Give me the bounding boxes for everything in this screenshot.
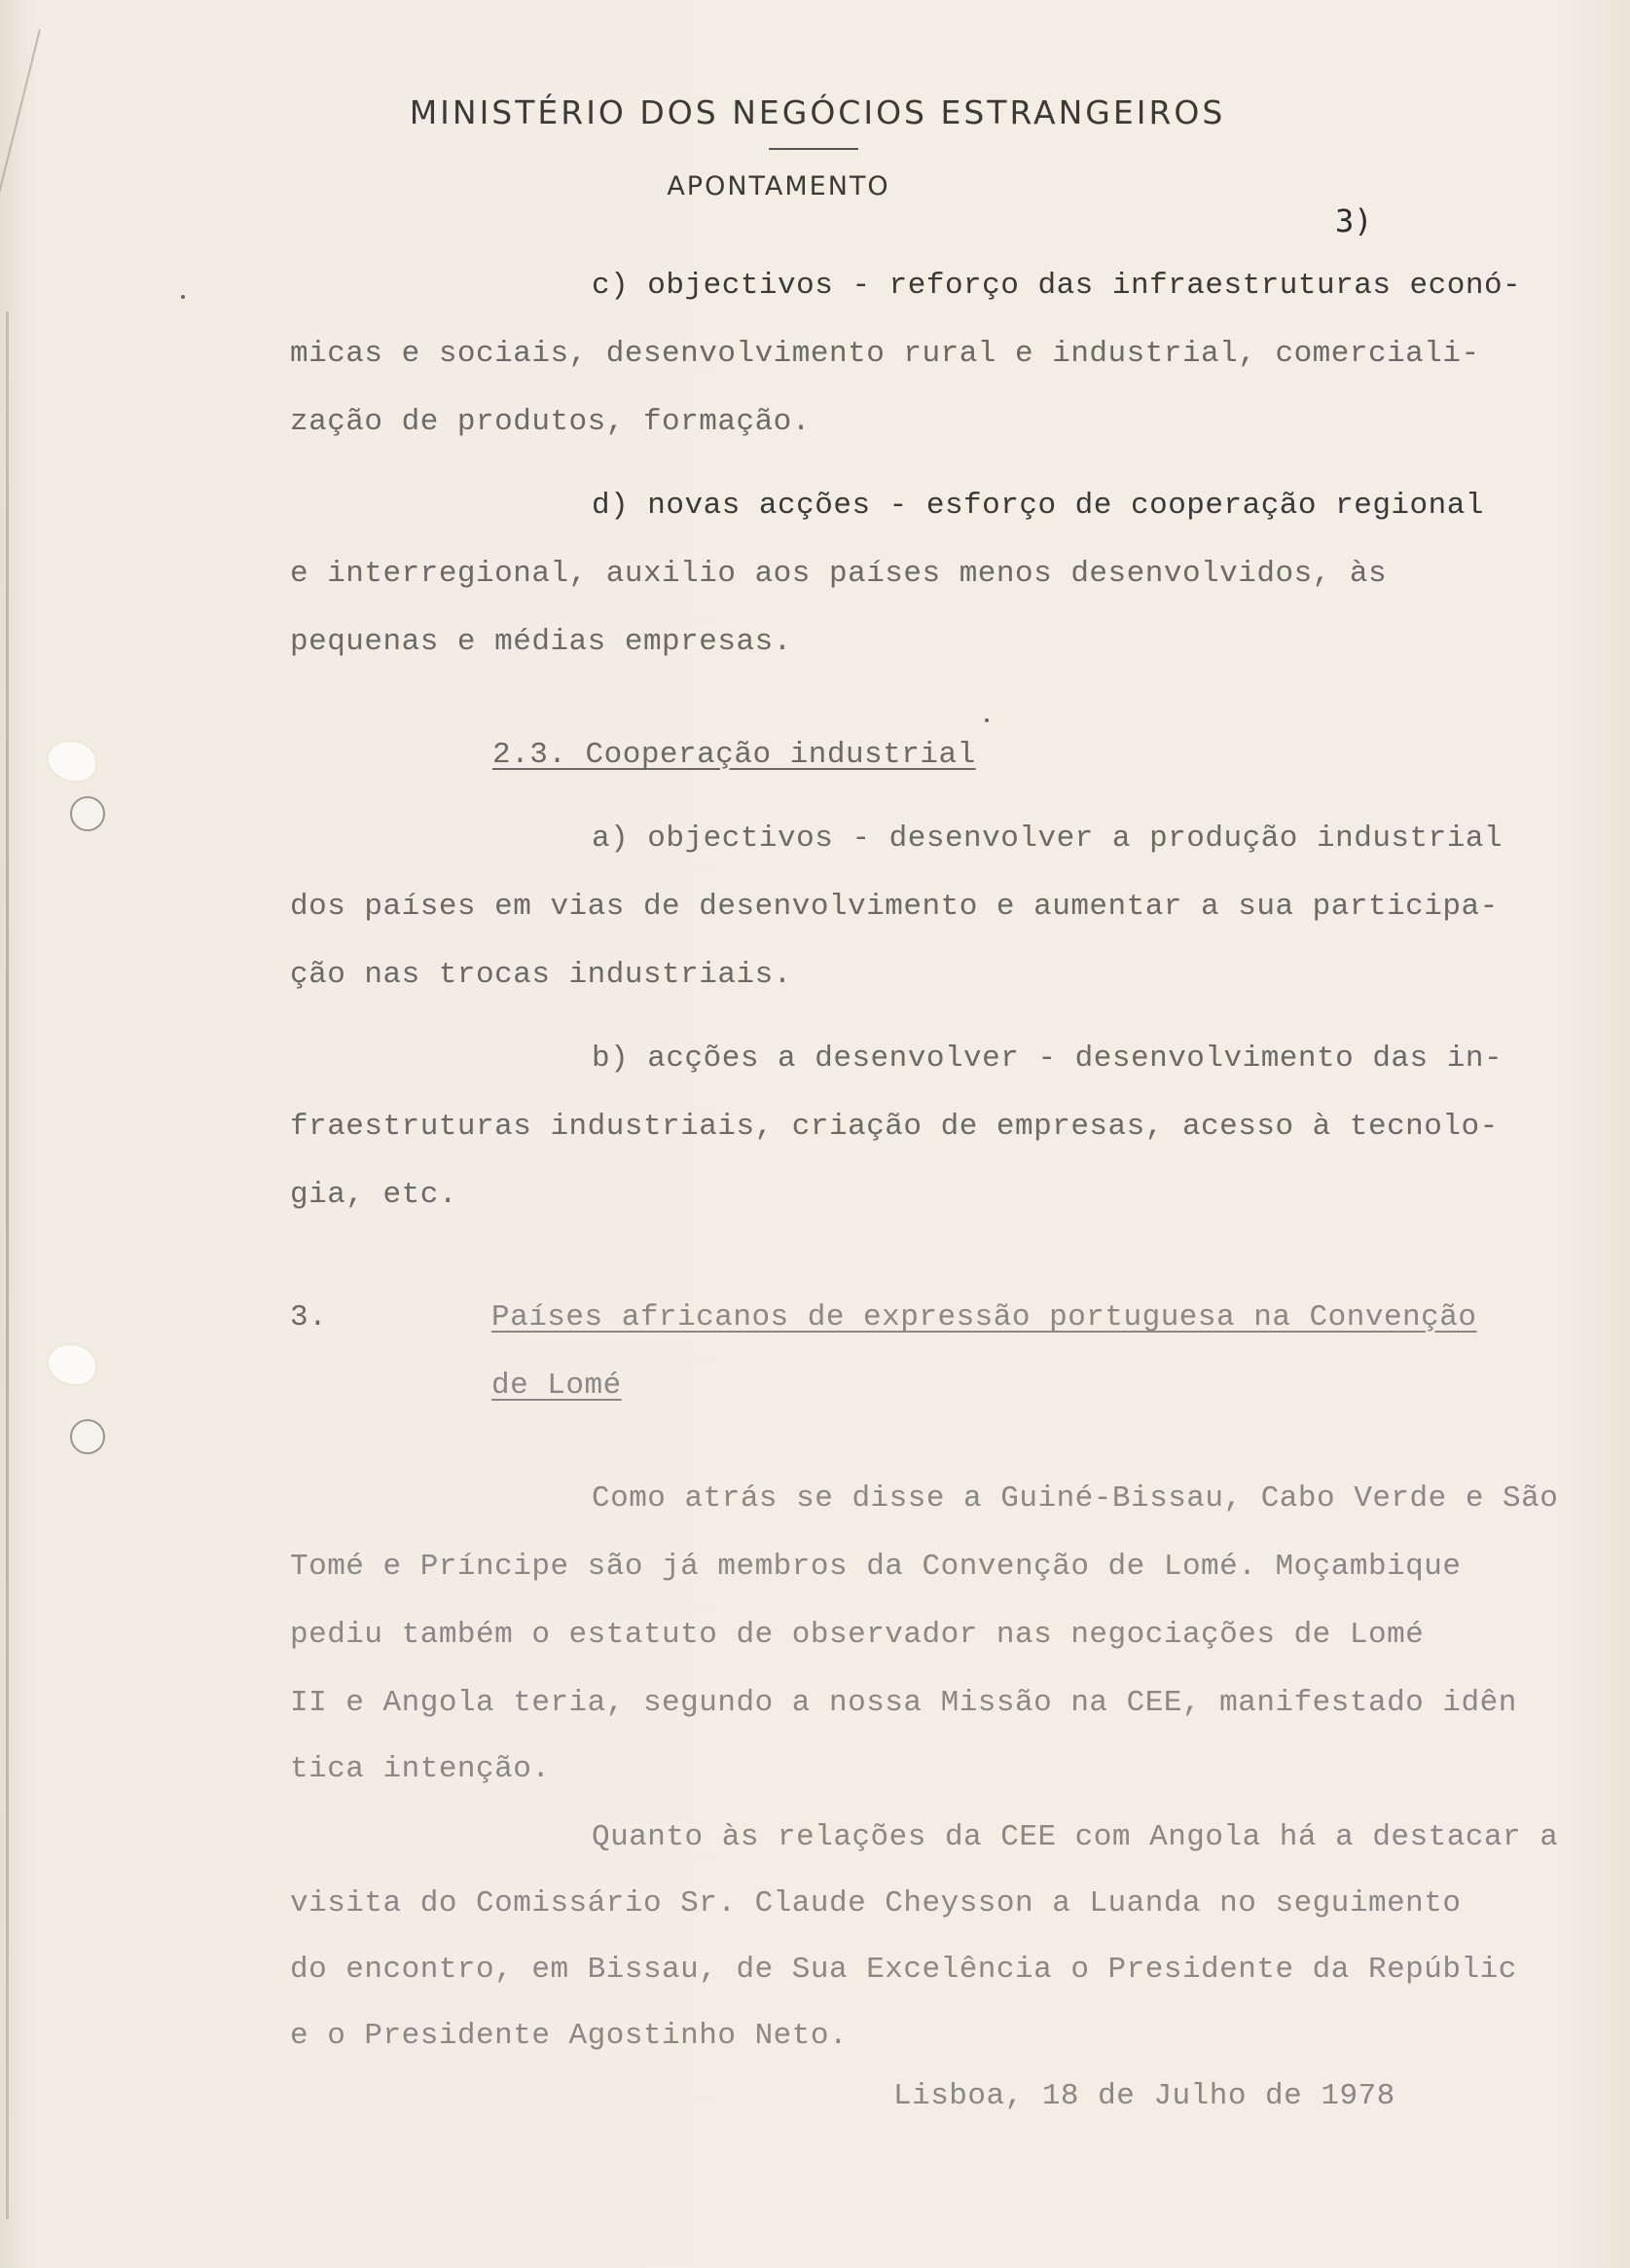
place-and-date: Lisboa, 18 de Julho de 1978 bbox=[893, 2079, 1395, 2113]
ink-speck bbox=[985, 718, 989, 722]
text-line: Como atrás se disse a Guiné-Bissau, Cabo Verde e São bbox=[592, 1482, 1559, 1516]
text-line: gia, etc. bbox=[290, 1178, 457, 1212]
text-line: ção nas trocas industriais. bbox=[290, 958, 792, 992]
text-line: e o Presidente Agostinho Neto. bbox=[290, 2019, 849, 2053]
page-edge-shadow bbox=[6, 311, 9, 2219]
text-line: visita do Comissário Sr. Claude Cheysson a Luanda no seguimento bbox=[290, 1886, 1462, 1920]
page-number: 3) bbox=[1335, 202, 1373, 239]
text-line: Quanto às relações da CEE com Angola há a destacar a bbox=[592, 1820, 1559, 1854]
text-line: d) novas acções - esforço de cooperação regional bbox=[592, 489, 1484, 523]
text-line: pediu também o estatuto de observador nas negociações de Lomé bbox=[290, 1618, 1425, 1652]
document-type: APONTAMENTO bbox=[667, 171, 890, 201]
text-line: b) acções a desenvolver - desenvolvimento das in- bbox=[592, 1042, 1503, 1076]
section-heading: 2.3. Cooperação industrial bbox=[492, 738, 976, 772]
text-line: a) objectivos - desenvolver a produção industrial bbox=[592, 822, 1503, 856]
torn-hole-mark bbox=[49, 742, 95, 781]
text-line: II e Angola teria, segundo a nossa Missão na CEE, manifestado idên bbox=[290, 1686, 1517, 1720]
section-number: 3. bbox=[290, 1300, 328, 1335]
text-line: micas e sociais, desenvolvimento rural e industrial, comerciali- bbox=[290, 337, 1480, 371]
ink-speck bbox=[181, 295, 185, 299]
text-line: fraestruturas industriais, criação de empresas, acesso à tecnolo- bbox=[290, 1110, 1499, 1144]
text-line: do encontro, em Bissau, de Sua Excelência o Presidente da Repúblic bbox=[290, 1953, 1517, 1987]
fold-crease bbox=[0, 29, 41, 332]
text-line: pequenas e médias empresas. bbox=[290, 625, 792, 659]
punch-hole bbox=[70, 1419, 105, 1454]
text-line: tica intenção. bbox=[290, 1752, 551, 1786]
ministry-heading: MINISTÉRIO DOS NEGÓCIOS ESTRANGEIROS bbox=[409, 93, 1226, 131]
text-line: zação de produtos, formação. bbox=[290, 405, 811, 439]
text-line: Tomé e Príncipe são já membros da Convenção de Lomé. Moçambique bbox=[290, 1550, 1462, 1584]
heading-rule bbox=[769, 148, 858, 150]
text-line: dos países em vias de desenvolvimento e aumentar a sua participa- bbox=[290, 890, 1499, 924]
torn-hole-mark bbox=[49, 1345, 95, 1384]
text-line: e interregional, auxilio aos países menos desenvolvidos, às bbox=[290, 557, 1388, 591]
section-heading-continued: de Lomé bbox=[491, 1369, 622, 1403]
section-heading: Países africanos de expressão portuguesa na Convenção bbox=[491, 1300, 1477, 1335]
punch-hole bbox=[70, 796, 105, 831]
text-line: c) objectivos - reforço das infraestruturas econó- bbox=[592, 269, 1522, 303]
